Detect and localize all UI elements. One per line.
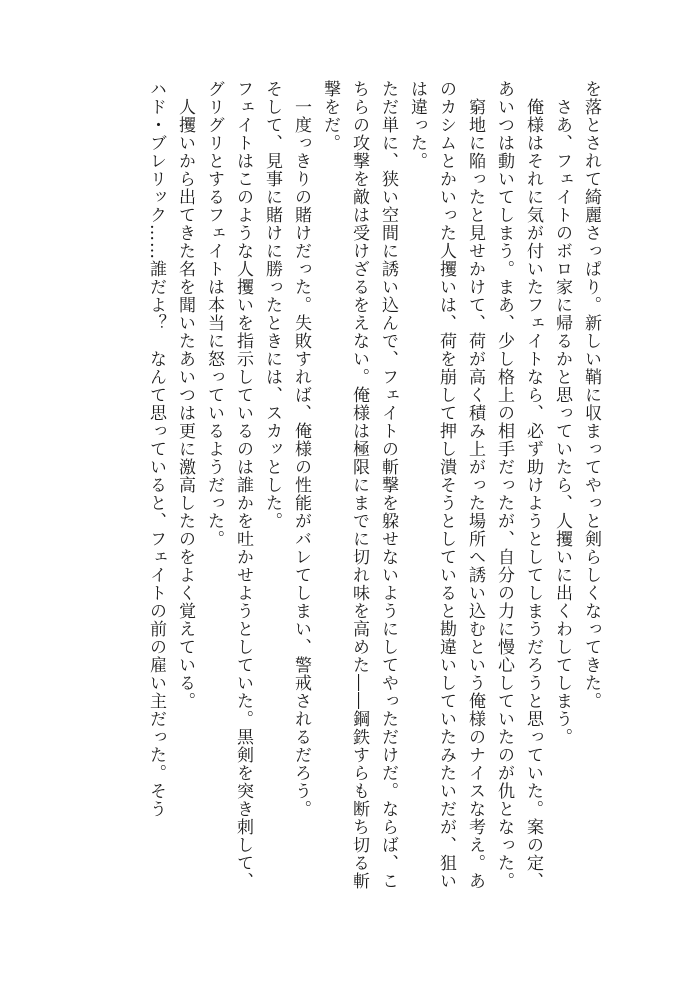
paragraph: 人攫いから出てきた名を聞いたあいつは更に激高したのをよく覚えている。	[175, 80, 195, 710]
paragraph: ハド・ブレリック……誰だよ？ なんて思っていると、フェイトの前の雇い主だった。そう	[146, 80, 166, 818]
paragraph: ただ単に、狭い空間に誘い込んで、フェイトの斬撃を躱せないようにしてやっただけだ。ならば、こちらの攻撃を敵は受けざるをえない。俺様は極限にまでに切れ味を高めた――鋼鉄すらも断ち切る斬撃をだ。	[320, 80, 398, 890]
paragraph: を落とされて綺麗さっぱり。新しい鞘に収まってやっと剣らしくなってきた。	[581, 80, 601, 710]
paragraph: 俺様はそれに気が付いたフェイトなら、必ず助けようとしてしまうだろうと思っていた。案の定、あいつは動いてしまう。まあ、少し格上の相手だったが、自分の力に慢心していたのが仇となった。	[494, 80, 543, 890]
vertical-text-body	[85, 80, 605, 890]
paragraph: そして、見事に賭けに勝ったときには、スカッとした。	[262, 80, 282, 530]
paragraph: さあ、フェイトのボロ家に帰るかと思っていたら、人攫いに出くわしてしまう。	[552, 80, 572, 746]
paragraph: フェイトはこのような人攫いを指示しているのは誰かを吐かせようとしていた。黒剣を突き刺して、グリグリとするフェイトは本当に怒っているようだった。	[204, 80, 253, 890]
paragraph: 一度っきりの賭けだった。失敗すれば、俺様の性能がバレてしまい、警戒されるだろう。	[291, 80, 311, 818]
paragraph: 窮地に陥ったと見せかけて、荷が高く積み上がった場所へ誘い込むという俺様のナイスな考え。あのカシムとかいった人攫いは、荷を崩して押し潰そうとしていると勘違いしていたみたいだが、狙いは違った。	[407, 80, 485, 890]
